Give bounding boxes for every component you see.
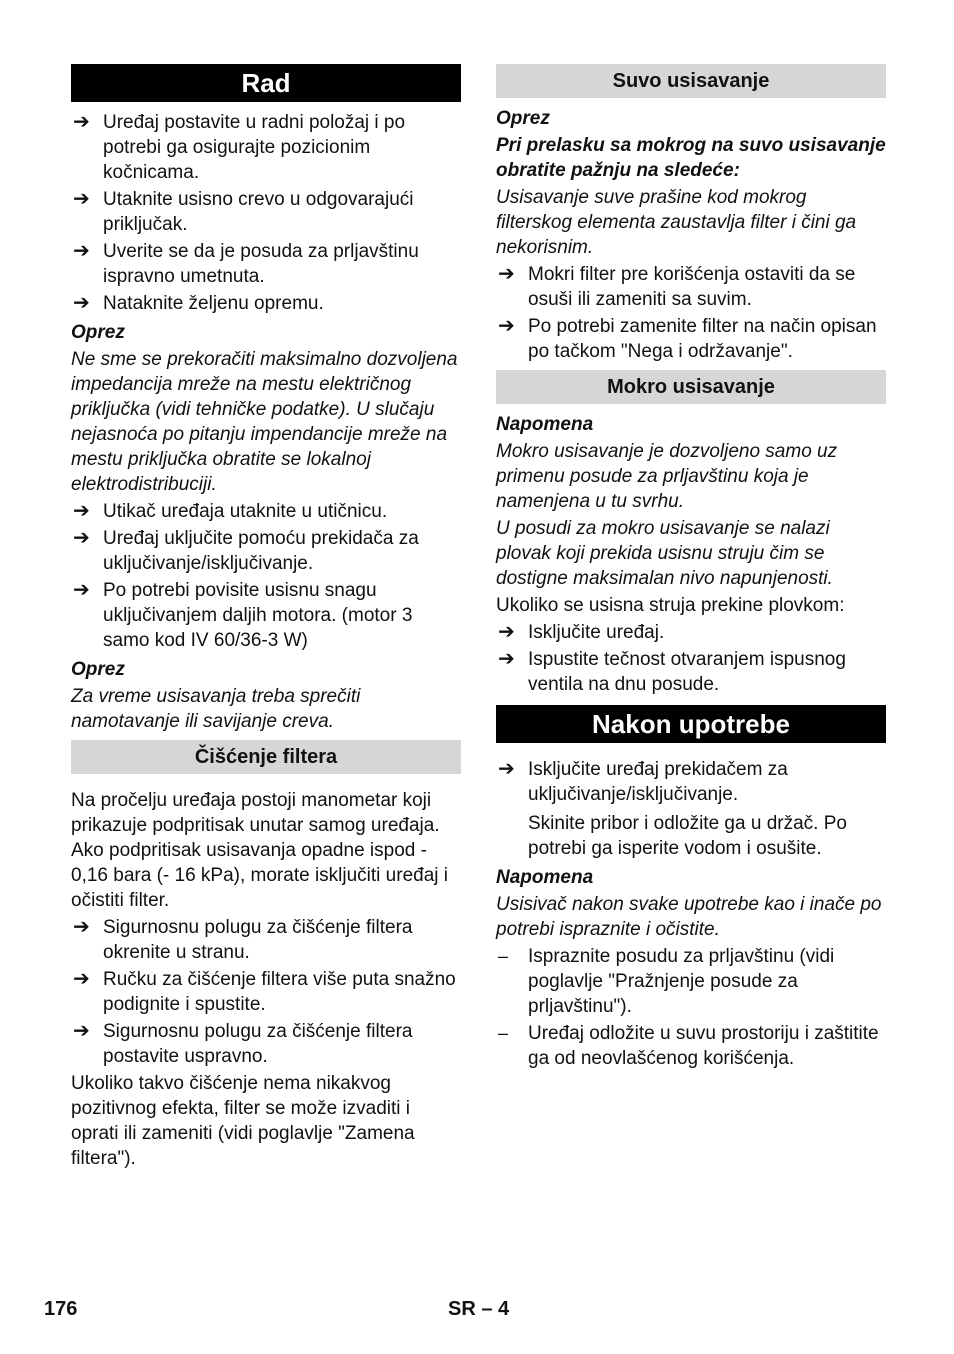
list-item: ➔ Ručku za čišćenje filtera više puta snažno podignite i spustite. [73,968,456,1015]
list-item: ➔ Utaknite usisno crevo u odgovarajući priključak. [73,188,414,235]
list-item: ➔ Sigurnosnu polugu za čišćenje filtera postavite uspravno. [73,1020,413,1067]
section-title-after-use: Nakon upotrebe [496,705,886,743]
arrow-right-icon: ➔ [73,240,90,262]
note-label: Napomena [496,867,594,888]
caution-text: Za vreme usisavanja treba sprečiti namotavanje ili savijanje creva. [71,686,361,732]
section-title-wet-vacuuming: Mokro usisavanje [496,370,886,404]
list-item: ➔ Isključite uređaj. [498,621,665,643]
after-text: Skinite pribor i odložite ga u držač. Po potrebi ga isperite vodom i osušite. [528,813,847,859]
language-page-label: SR – 4 [448,1298,510,1320]
list-item: ➔ Uređaj uključite pomoću prekidača za uključivanje/isključivanje. [73,527,419,574]
caution-label: Oprez [496,108,550,129]
caution-label: Oprez [71,322,125,343]
arrow-right-icon: ➔ [498,758,515,780]
section-title-dry-vacuuming: Suvo usisavanje [496,64,886,98]
list-item: ➔ Isključite uređaj prekidačem za uključivanje/isključivanje. [498,758,788,805]
arrow-right-icon: ➔ [498,263,515,285]
list-item: ➔ Mokri filter pre korišćenja ostaviti da se osuši ili zameniti sa suvim. [498,263,856,310]
note-text: U posudi za mokro usisavanje se nalazi plovak koji prekida usisnu struju čim se dostigne maksimalan nivo napunjenosti. [496,518,833,589]
page-number: 176 [44,1298,78,1320]
dash-bullet: – [498,1023,509,1043]
arrow-right-icon: ➔ [73,500,90,522]
list-item: – Uređaj odložite u suvu prostoriju i zaštitite ga od neovlašćenog korišćenja. [498,1023,879,1069]
left-column [71,64,461,1173]
arrow-right-icon: ➔ [73,916,90,938]
note-label: Napomena [496,414,594,435]
list-item: ➔ Uverite se da je posuda za prljavštinu ispravno umetnuta. [73,240,419,287]
caution-bold-text: Pri prelasku sa mokrog na suvo usisavanje obratite pažnju na sledeće: [496,135,886,181]
arrow-right-icon: ➔ [498,648,515,670]
caution-text: Usisavanje suve prašine kod mokrog filterskog elementa zaustavlja filter i čini ga nekorisnim. [496,187,857,258]
note-text: Mokro usisavanje je dozvoljeno samo uz primenu posude za prljavštinu koja je namenjena u tu svrhu. [496,441,838,512]
arrow-right-icon: ➔ [73,579,90,601]
list-item: ➔ Uređaj postavite u radni položaj i po potrebi ga osigurajte pozicionim kočnicama. [73,111,406,183]
right-column [496,64,886,1073]
arrow-right-icon: ➔ [73,111,90,133]
arrow-right-icon: ➔ [73,1020,90,1042]
filter-intro: Na pročelju uređaja postoji manometar koji prikazuje podpritisak unutar samog uređaja. Ako podpritisak usisavanja opadne ispod - 0,16 bara (- 16 kPa), morate isključiti uređaj i očistiti filter. [71,790,448,911]
list-item: ➔ Sigurnosnu polugu za čišćenje filtera okrenite u stranu. [73,916,413,963]
list-item: ➔ Nataknite željenu opremu. [73,292,324,314]
arrow-right-icon: ➔ [73,527,90,549]
caution-text: Ne sme se prekoračiti maksimalno dozvoljena impedancija mreže na mestu električnog priključka (vidi tehničke podatke). U slučaju nejasnoća po pitanju impendancije mreže na mestu priključka obratite se lokalnoj elektrodistribuciji. [71,349,458,495]
filter-outro: Ukoliko takvo čišćenje nema nikakvog pozitivnog efekta, filter se može izvaditi i oprati ili zameniti (vidi poglavlje "Zamena filtera"). [71,1073,415,1169]
arrow-right-icon: ➔ [73,292,90,314]
arrow-right-icon: ➔ [498,621,515,643]
list-item: ➔ Ispustite tečnost otvaranjem ispusnog ventila na dnu posude. [498,648,846,695]
list-item: ➔ Po potrebi zamenite filter na način opisan po tačkom "Nega i održavanje". [498,315,877,362]
arrow-right-icon: ➔ [498,315,515,337]
list-item: ➔ Utikač uređaja utaknite u utičnicu. [73,500,388,522]
list-item: ➔ Po potrebi povisite usisnu snagu uključivanjem daljih motora. (motor 3 samo kod IV 60/36-3 W) [73,579,413,651]
arrow-right-icon: ➔ [73,188,90,210]
section-title-filter-cleaning: Čišćenje filtera [71,740,461,774]
wet-text: Ukoliko se usisna struja prekine plovkom: [496,595,845,616]
caution-label: Oprez [71,659,125,680]
arrow-right-icon: ➔ [73,968,90,990]
dash-bullet: – [498,946,509,966]
list-item: – Ispraznite posudu za prljavštinu (vidi poglavlje "Pražnjenje posude za prljavštinu"). [498,946,835,1017]
note-text: Usisivač nakon svake upotrebe kao i inače po potrebi ispraznite i očistite. [496,894,882,940]
section-title-rad: Rad [71,64,461,102]
